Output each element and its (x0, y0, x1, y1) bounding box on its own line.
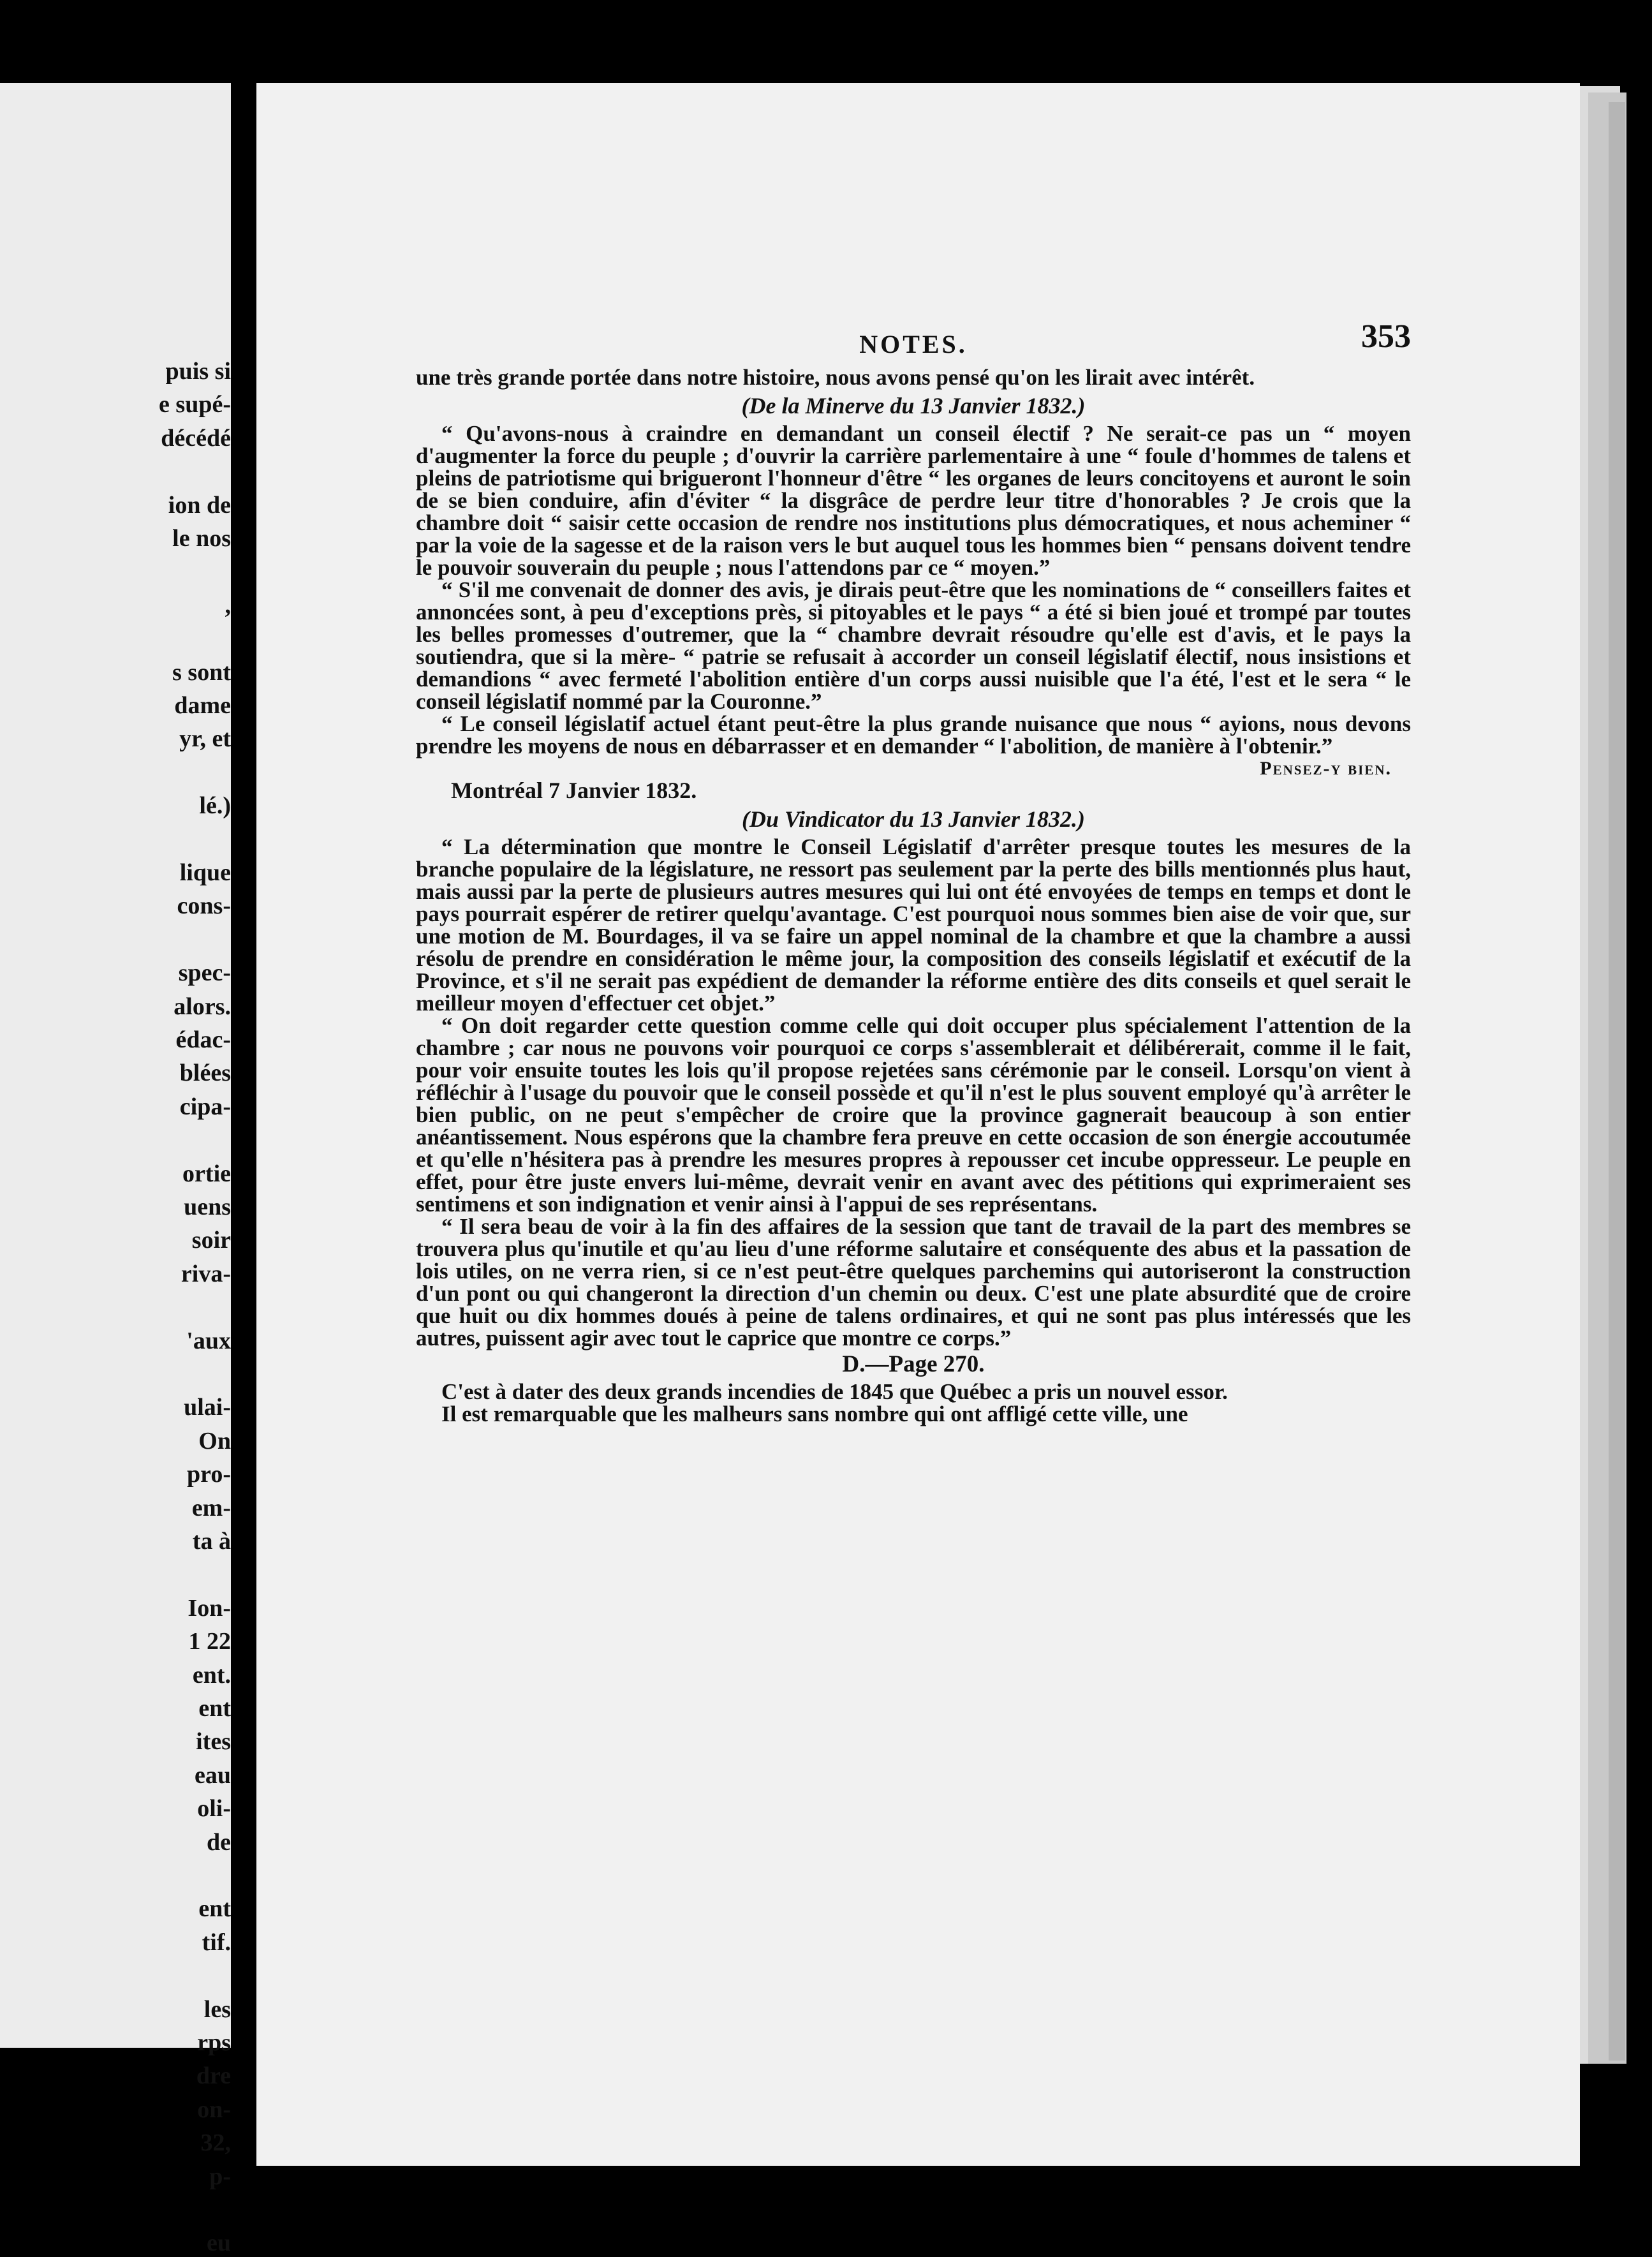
left-margin-fragment: de (207, 1828, 231, 1856)
left-margin-fragment: eu (207, 2230, 231, 2257)
paragraph: C'est à dater des deux grands incendies de 1845 que Québec a pris un nouvel essor. (441, 1379, 1228, 1404)
dateline: Montréal 7 Janvier 1832. (451, 778, 697, 803)
left-margin-fragment: ortie (182, 1160, 231, 1187)
left-margin-fragment: yr, et (179, 725, 231, 753)
signature: Pensez-y bien. (1260, 758, 1392, 779)
left-margin-fragment: rps (197, 2029, 231, 2056)
left-margin-fragment: cons- (177, 892, 231, 920)
left-margin-fragment: eau (195, 1761, 231, 1789)
left-margin-fragment: ites (196, 1728, 231, 1756)
section-heading: D.—Page 270. (842, 1351, 985, 1377)
left-margin-fragment: ion de (168, 491, 231, 519)
paragraph: “ Qu'avons-nous à craindre en demandant un conseil électif ? Ne serait-ce pas un “ moyen d'augmenter la force du peuple ; d'ouvrir la carrière parlementaire à une “ foule d'hommes de talens et pleins de patriotisme qui brigueront l'honneur d'être “ les organes de leurs concitoyens et auront le soin de se bien conduire, afin d'éviter “ la disgrâce de perdre leur titre d'honorables ? Je crois que la chambre doit “ saisir cette occasion de rendre nos institutions plus démocratiques, et nous acheminer “ par la voie de la sagesse et de la raison vers le but auquel tous les hommes bien “ pensans doivent tendre le pouvoir souverain du peuple ; nous l'attendons par ce “ moyen.” (416, 421, 1411, 580)
page-number: 353 (1361, 318, 1411, 355)
source-citation: (De la Minerve du 13 Janvier 1832.) (741, 393, 1086, 418)
document-page (256, 83, 1580, 2166)
left-margin-fragment: lique (179, 859, 231, 886)
left-margin-fragment: décédé (161, 424, 231, 452)
left-margin-fragment: dre (196, 2062, 231, 2090)
page-edge (1609, 102, 1625, 2061)
left-margin-fragment: ent (198, 1695, 231, 1722)
left-margin-fragment: on- (197, 2096, 231, 2123)
left-margin-fragment: tif. (202, 1928, 231, 1956)
paragraph: Il est remarquable que les malheurs sans nombre qui ont affligé cette ville, une (441, 1402, 1188, 1426)
running-header (416, 318, 1411, 362)
left-margin-fragment: riva- (181, 1260, 231, 1287)
left-margin-fragment: em- (191, 1494, 231, 1521)
left-margin-fragment: édac- (175, 1026, 231, 1053)
left-margin-fragment: uens (184, 1194, 231, 1220)
left-margin-fragment: ent. (192, 1661, 231, 1689)
page-body (416, 366, 1411, 1425)
left-margin-fragment: , (225, 591, 231, 619)
left-margin-fragment: 'aux (186, 1327, 231, 1354)
paragraph: “ Le conseil législatif actuel étant peut-être la plus grande nuisance que nous “ ayions, nous devons prendre les moyens de nous en débarrasser et en demander “ l'abolition, de manière à l'obtenir.” (416, 711, 1411, 759)
paragraph: “ On doit regarder cette question comme celle qui doit occuper plus spécialement l'attention de la chambre ; car nous ne pouvons voir pourquoi ce corps s'assemblerait et délibérerait, comme il le fait, pour voir ensuite toutes les lois qu'il propose rejetées sans cérémonie par le conseil. Lorsqu'on vient à réfléchir à l'usage du pouvoir que le conseil possède et qu'il n'est le plus souvent employé qu'à arrêter le bien public, on ne peut s'empêcher de croire que la province gagnerait beaucoup à son entier anéantissement. Nous espérons que la chambre fera preuve en cette occasion de son énergie accoutumée et qu'elle n'hésitera pas à prendre les mesures propres à repousser cet incube oppresseur. Le peuple en effet, pour être juste envers lui-même, devrait venir en avant avec des pétitions qui exprimeraient ses sentimens et son indignation et venir ainsi à l'appui de ses représentans. (416, 1013, 1411, 1217)
left-page-fragment (0, 83, 231, 2257)
left-margin-fragment: oli- (197, 1795, 231, 1823)
paragraph: une très grande portée dans notre histoire, nous avons pensé qu'on les lirait avec intérêt. (416, 365, 1255, 390)
left-margin-fragment: ta à (192, 1528, 231, 1555)
left-margin-fragment: On (198, 1427, 231, 1454)
left-margin-fragment: lé.) (199, 792, 231, 820)
left-margin-fragment: e supé- (159, 391, 231, 418)
left-margin-fragment: puis si (165, 358, 231, 385)
left-margin-fragment: spec- (178, 959, 231, 987)
header-title: NOTES. (859, 330, 968, 359)
left-margin-fragment: les (203, 1995, 231, 2023)
left-margin-fragment: blées (179, 1060, 231, 1087)
left-margin-fragment: 1 22 (188, 1628, 231, 1655)
left-margin-fragment: soir (191, 1227, 231, 1254)
left-margin-fragment: le nos (172, 525, 231, 552)
left-margin-fragment: pro- (187, 1461, 231, 1488)
left-margin-fragment: ent (198, 1895, 231, 1923)
left-margin-fragment: p- (209, 2163, 231, 2190)
source-citation: (Du Vindicator du 13 Janvier 1832.) (741, 806, 1086, 832)
left-margin-fragment: 32, (200, 2129, 231, 2157)
left-margin-fragment: ulai- (184, 1394, 231, 1421)
paragraph: “ Il sera beau de voir à la fin des affaires de la session que tant de travail de la part des membres se trouvera plus qu'inutile et qu'au lieu d'une réforme salutaire et conséquente des abus et la passation de lois utiles, on ne verra rien, si ce n'est peut-être quelques parchemins qui autoriseront la construction d'un pont ou qui changeront la direction d'un chemin ou deux. C'est une plate absurdité que de croire que huit ou dix hommes doués à peine de talens ordinaires, et qui ne sont pas plus intéressés que les autres, puissent agir avec tout le caprice que montre ce corps.” (416, 1214, 1411, 1350)
paragraph: “ La détermination que montre le Conseil Législatif d'arrêter presque toutes les mesures de la branche populaire de la législature, ne ressort pas seulement par la perte des bills mentionnés plus haut, mais aussi par la perte de plusieurs autres mesures qui lui ont été envoyées de temps en temps et dont le pays pourrait espérer de retirer quelqu'avantage. C'est pourquoi nous sommes bien aise de voir que, sur une motion de M. Bourdages, il va se faire un appel nominal de la chambre et que la chambre a aussi résolu de prendre en considération le même jour, la composition des conseils législatif et exécutif de la Province, et s'il ne serait pas expédient de demander la réforme entière des dits conseils et quel serait le meilleur moyen d'effectuer cet objet.” (416, 834, 1411, 1016)
left-margin-fragment: alors. (173, 993, 231, 1020)
left-margin-fragment: s sont (172, 658, 231, 686)
left-margin-fragment: dame (174, 692, 231, 719)
paragraph: “ S'il me convenait de donner des avis, je dirais peut-être que les nominations de “ conseillers faites et annoncées sont, à peu d'exceptions près, si pitoyables et le pays “ a été si bien joué et trompé par toutes les belles promesses d'outremer, que la “ chambre devrait résoudre qu'elle est d'avis, et le pays la soutiendra, que si la mère- “ patrie se refusait à accorder un conseil législatif électif, nous insistions et demandions “ avec fermeté l'abolition entière d'un corps aussi nuisible que l'a été, l'est et le sera “ le conseil législatif nommé par la Couronne.” (416, 577, 1411, 714)
left-margin-fragment: cipa- (179, 1093, 231, 1120)
left-margin-fragment: Ion- (188, 1594, 231, 1622)
